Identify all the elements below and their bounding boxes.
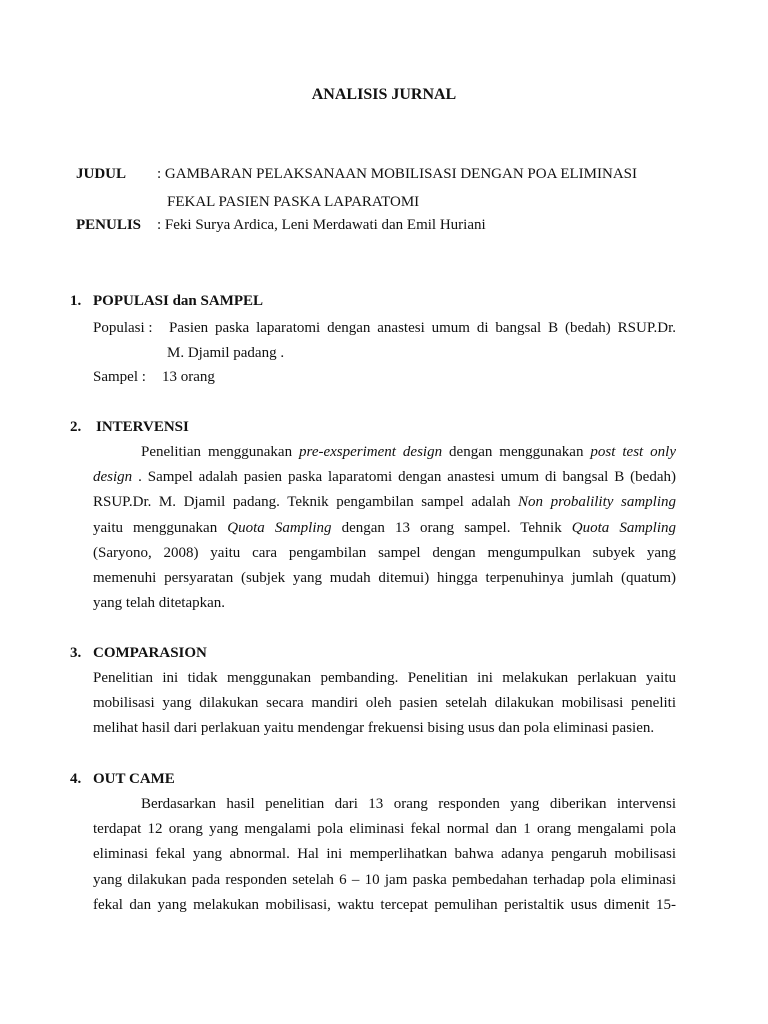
comparasion-line-2: mobilisasi yang dilakukan secara mandiri oleh pasien setelah dilakukan mobilisasi peneliti: [93, 695, 676, 711]
page-title: ANALISIS JURNAL: [311, 86, 457, 103]
section-1-number: 1.: [70, 293, 82, 309]
outcame-line-1: Berdasarkan hasil penelitian dari 13 orang responden yang diberikan intervensi: [141, 796, 676, 812]
intervensi-line-5: (Saryono, 2008) yaitu cara pengambilan sampel dengan mengumpulkan subyek yang: [93, 545, 676, 561]
outcame-line-2: terdapat 12 orang yang mengalami pola eliminasi fekal normal dan 1 orang mengalami pola: [93, 821, 676, 837]
section-4-heading: OUT CAME: [93, 771, 175, 787]
intervensi-line-2: design . Sampel adalah pasien paska laparatomi dengan anastesi umum di bangsal B (bedah): [93, 469, 676, 485]
penulis-value: : Feki Surya Ardica, Leni Merdawati dan Emil Huriani: [157, 217, 486, 233]
intervensi-line-4: yaitu menggunakan Quota Sampling dengan 13 orang sampel. Tehnik Quota Sampling: [93, 520, 676, 536]
sampel-value: 13 orang: [162, 369, 215, 385]
populasi-line-1: Pasien paska laparatomi dengan anastesi umum di bangsal B (bedah) RSUP.Dr.: [169, 320, 676, 336]
outcame-line-3: eliminasi fekal yang abnormal. Hal ini memperlihatkan bahwa adanya pengaruh mobilisasi: [93, 846, 676, 862]
section-3-number: 3.: [70, 645, 82, 661]
sampel-label: Sampel :: [93, 369, 146, 385]
outcame-line-4: yang dilakukan pada responden setelah 6 – 10 jam paska pembedahan terhadap pola eliminasi: [93, 872, 676, 888]
comparasion-line-3: melihat hasil dari perlakuan yaitu mendengar frekuensi bising usus dan pola eliminasi pasien.: [93, 720, 655, 736]
intervensi-line-7: yang telah ditetapkan.: [93, 595, 226, 611]
section-2-number: 2.: [70, 419, 82, 435]
judul-label: JUDUL: [76, 166, 127, 182]
intervensi-line-6: memenuhi persyaratan (subjek yang mudah ditemui) hingga terpenuhinya jumlah (quatum): [93, 570, 676, 586]
section-1-heading: POPULASI dan SAMPEL: [93, 293, 264, 309]
intervensi-line-1: Penelitian menggunakan pre-exsperiment design dengan menggunakan post test only: [141, 444, 676, 460]
intervensi-line-3: RSUP.Dr. M. Djamil padang. Teknik pengambilan sampel adalah Non probalility sampling: [93, 494, 676, 510]
populasi-line-2: M. Djamil padang .: [167, 345, 285, 361]
penulis-label: PENULIS: [76, 217, 142, 233]
comparasion-line-1: Penelitian ini tidak menggunakan pembanding. Penelitian ini melakukan perlakuan yaitu: [93, 670, 676, 686]
judul-line-2: FEKAL PASIEN PASKA LAPARATOMI: [167, 194, 420, 210]
section-2-heading: INTERVENSI: [96, 419, 189, 435]
outcame-line-5: fekal dan yang melakukan mobilisasi, waktu tercepat pemulihan peristaltik usus dimenit 15-: [93, 897, 676, 913]
populasi-label: Populasi :: [93, 320, 153, 336]
judul-line-1: : GAMBARAN PELAKSANAAN MOBILISASI DENGAN POA ELIMINASI: [157, 166, 638, 182]
section-4-number: 4.: [70, 771, 82, 787]
section-3-heading: COMPARASION: [93, 645, 207, 661]
